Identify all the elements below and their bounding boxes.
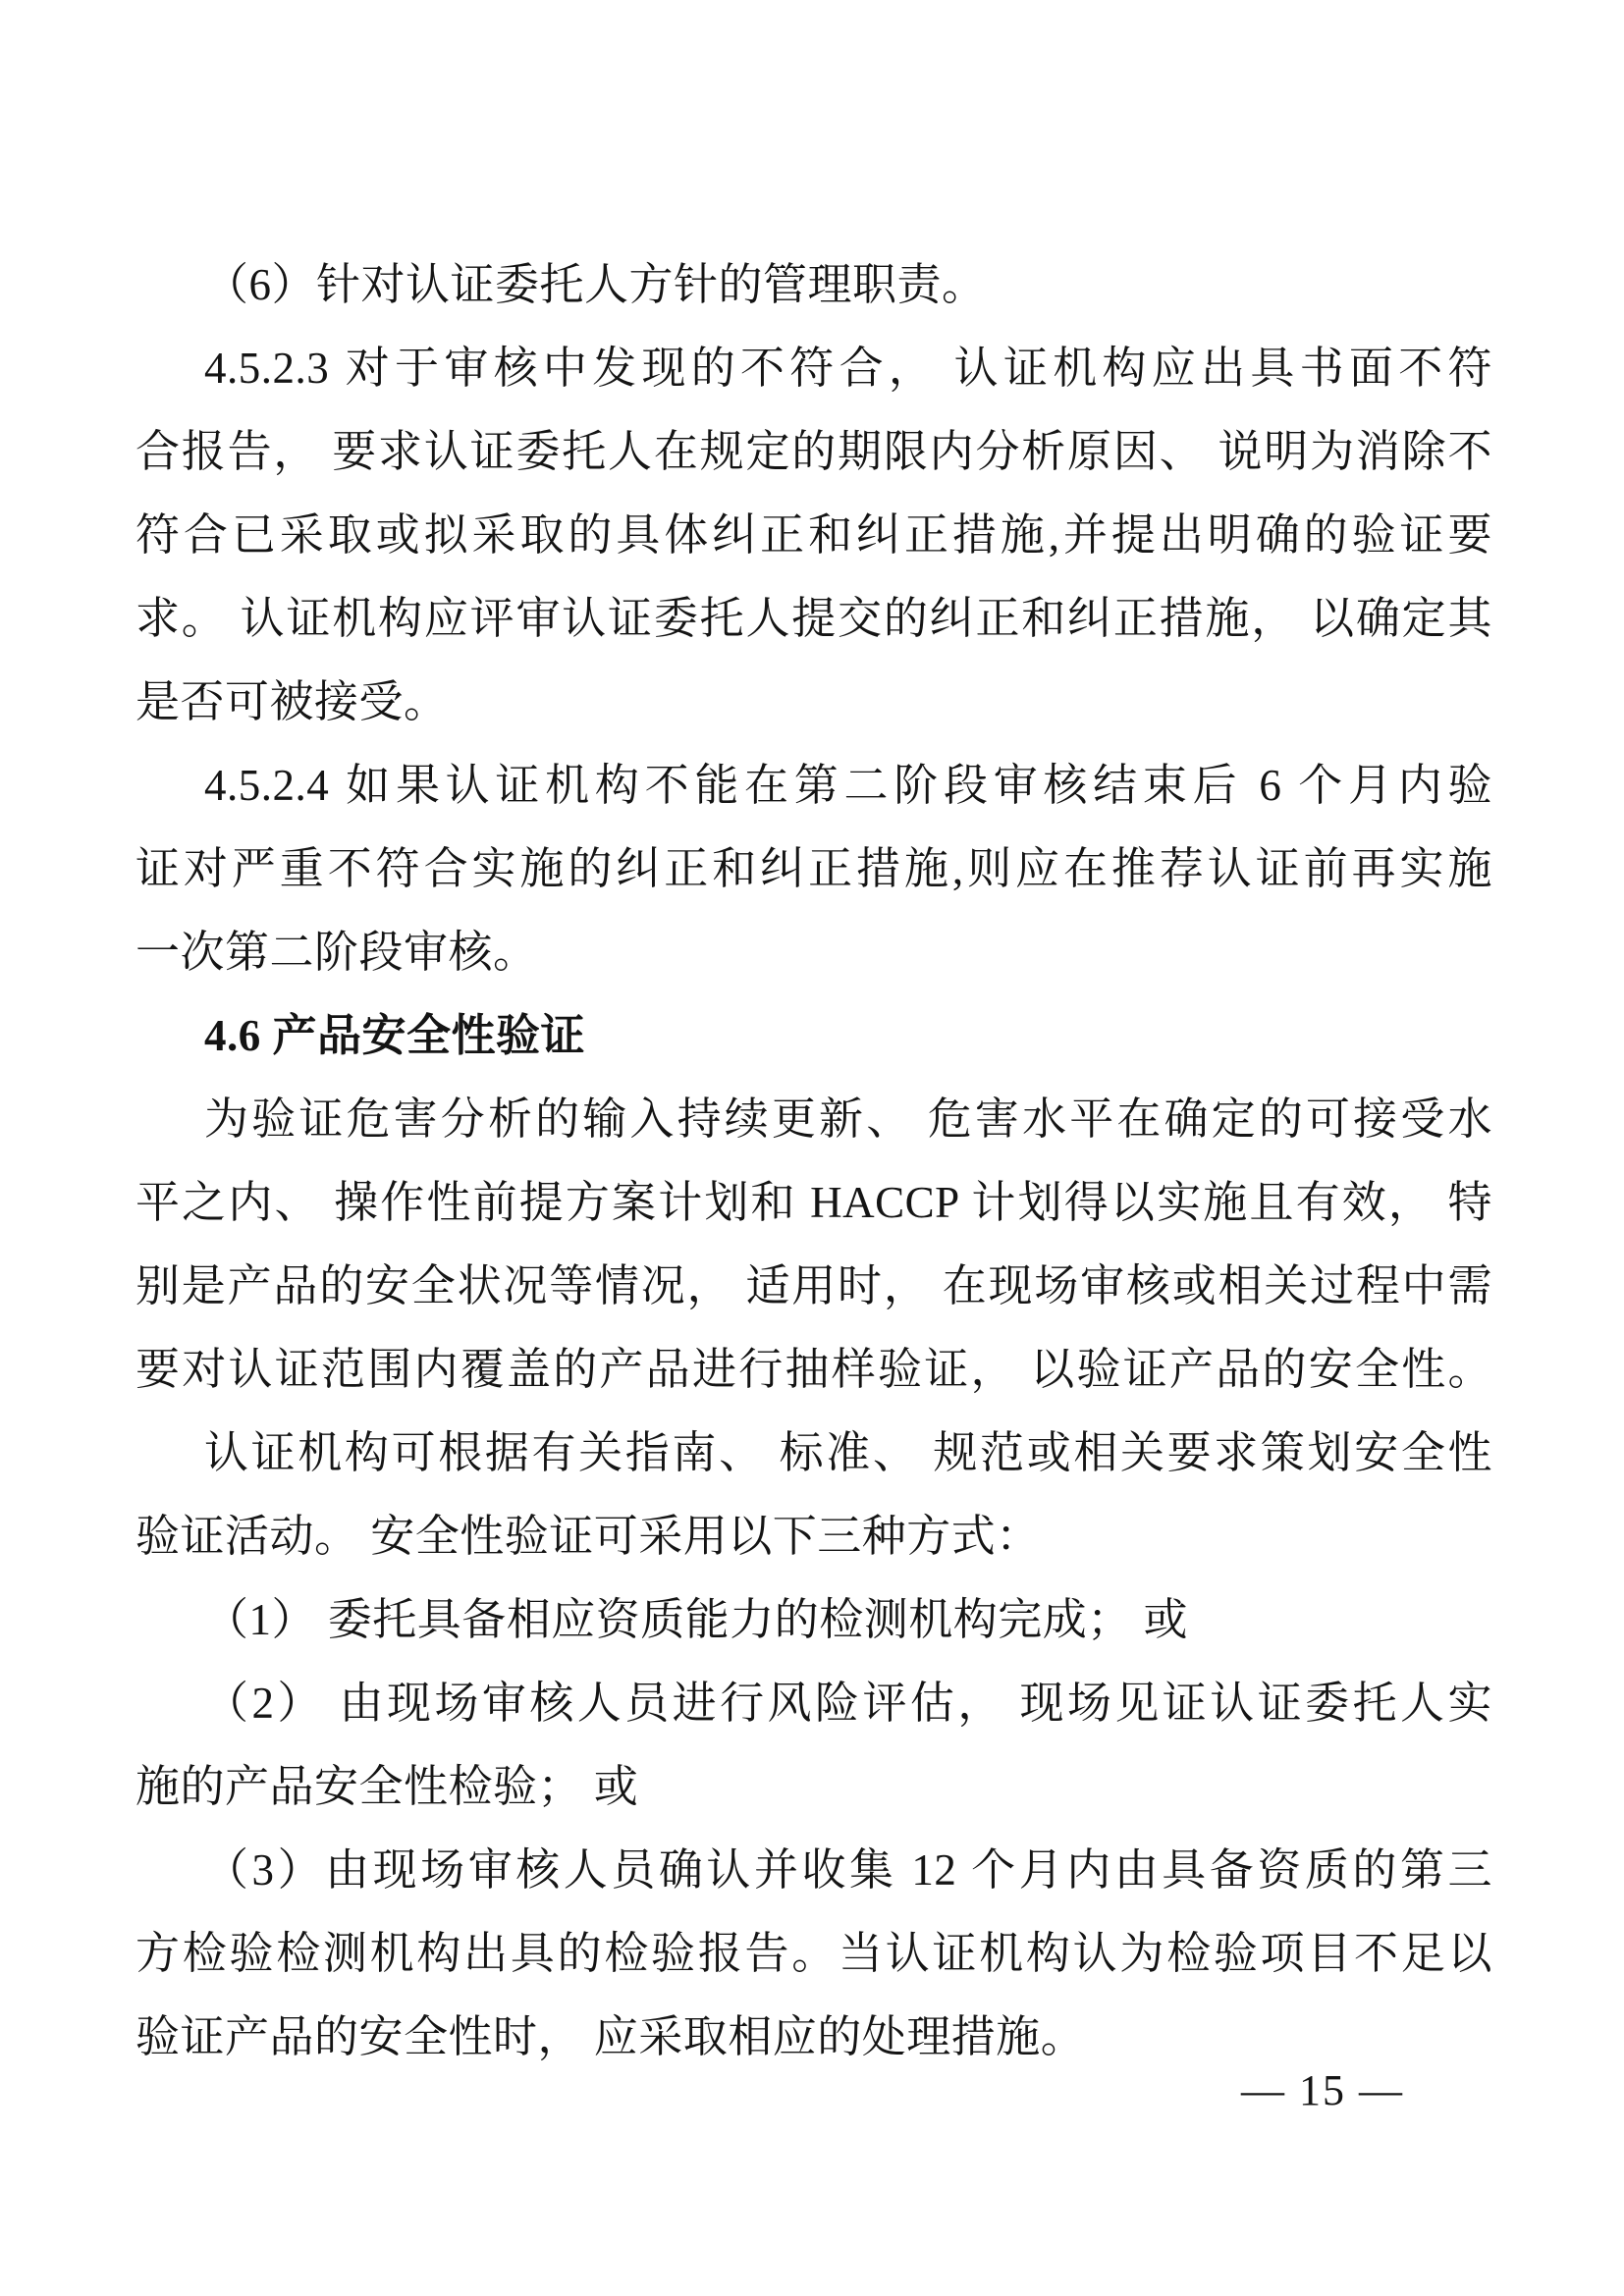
text-line: （1） 委托具备相应资质能力的检测机构完成； 或	[204, 1595, 1189, 1644]
text-line: 验证活动。 安全性验证可采用以下三种方式：	[135, 1512, 1041, 1561]
page-number-label: — 15 —	[1241, 2066, 1404, 2114]
text-line: 合报告， 要求认证委托人在规定的期限内分析原因、 说明为消除不	[135, 427, 1492, 476]
text-line: 认证机构可根据有关指南、 标准、 规范或相关要求策划安全性	[204, 1428, 1492, 1477]
text-line: 为验证危害分析的输入持续更新、 危害水平在确定的可接受水	[204, 1095, 1492, 1144]
text-line: （3）由现场审核人员确认并收集 12 个月内由具备资质的第三	[204, 1845, 1492, 1895]
text-line: 符合已采取或拟采取的具体纠正和纠正措施,并提出明确的验证要	[135, 510, 1492, 560]
text-line: 要对认证范围内覆盖的产品进行抽样验证， 以验证产品的安全性。	[135, 1345, 1492, 1394]
text-line: 4.5.2.4 如果认证机构不能在第二阶段审核结束后 6 个月内验	[204, 761, 1492, 810]
text-line: （2） 由现场审核人员进行风险评估， 现场见证认证委托人实	[204, 1679, 1492, 1728]
text-line: 4.5.2.3 对于审核中发现的不符合， 认证机构应出具书面不符	[204, 344, 1492, 393]
text-line: 别是产品的安全状况等情况， 适用时， 在现场审核或相关过程中需	[135, 1261, 1492, 1310]
page-number	[1241, 2061, 1404, 2120]
text-line: 求。 认证机构应评审认证委托人提交的纠正和纠正措施， 以确定其	[135, 594, 1492, 643]
text-line: 证对严重不符合实施的纠正和纠正措施,则应在推荐认证前再实施	[135, 844, 1492, 893]
text-line: 4.6 产品安全性验证	[204, 1011, 586, 1060]
text-line: 施的产品安全性检验； 或	[135, 1762, 639, 1811]
text-line: 方检验检测机构出具的检验报告。当认证机构认为检验项目不足以	[135, 1929, 1492, 1978]
text-line: 一次第二阶段审核。	[135, 928, 538, 977]
text-line: （6）针对认证委托人方针的管理职责。	[204, 260, 987, 309]
text-line: 验证产品的安全性时， 应采取相应的处理措施。	[135, 2012, 1086, 2061]
text-line: 是否可被接受。	[135, 677, 449, 726]
text-line: 平之内、 操作性前提方案计划和 HACCP 计划得以实施且有效， 特	[135, 1178, 1492, 1227]
document-body	[135, 243, 1492, 2079]
